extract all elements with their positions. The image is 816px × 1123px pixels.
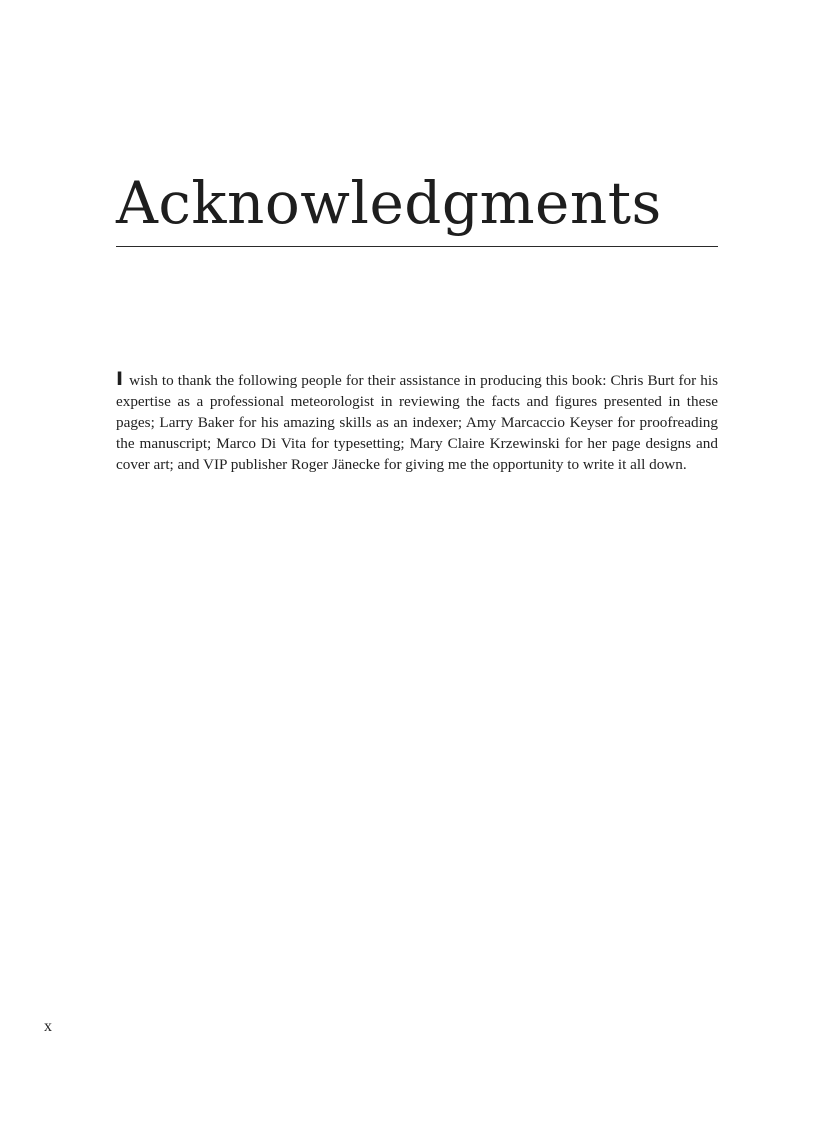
page-number: x (44, 1018, 52, 1035)
title-rule (116, 246, 718, 247)
acknowledgments-paragraph (116, 370, 718, 475)
acknowledgments-text: wish to thank the following people for their assistance in producing this book: Chris Burt for his expertise as a professional meteorologist in reviewing the facts and figures presented in these pages; Larry Baker for his amazing skills as an indexer; Amy Marcaccio Keyser for proofreading the manuscript; Marco Di Vita for typesetting; Mary Claire Krzewinski for her page designs and cover art; and VIP publisher Roger Jänecke for giving me the opportunity to write it all down. (116, 372, 718, 473)
drop-initial: I (116, 368, 124, 390)
page-title: Acknowledgments (116, 169, 662, 237)
